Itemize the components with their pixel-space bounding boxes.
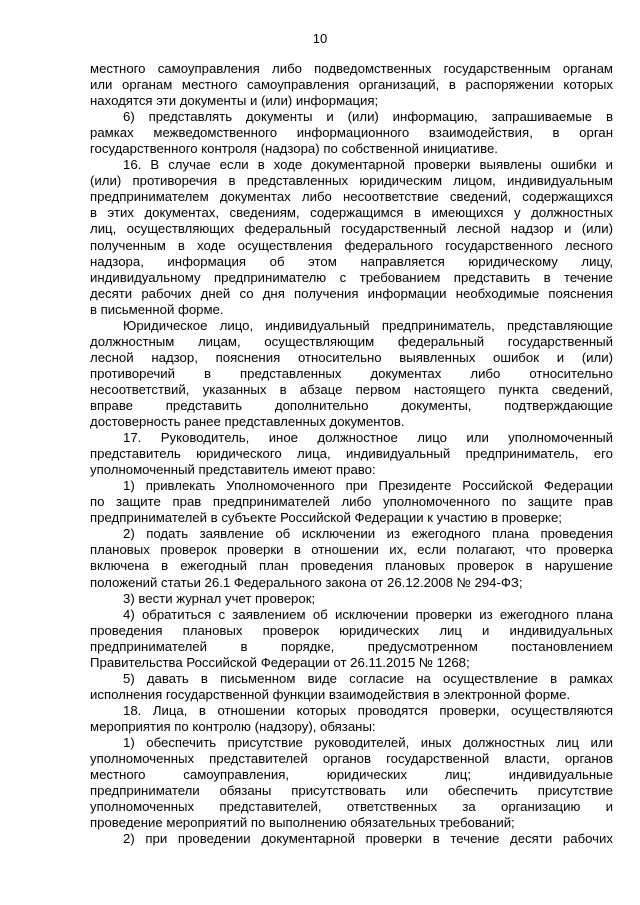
- text-line: рамках межведомственного информационного взаимодействия, в орган: [90, 125, 613, 141]
- text-line: по защите прав предпринимателей либо уполномоченного по защите прав: [90, 494, 613, 510]
- text-line: предпринимателей в субъекте Российской Федерации к участию в проверке;: [90, 510, 562, 526]
- text-line: лесной надзор, пояснения относительно выявленных ошибок и (или): [90, 349, 613, 365]
- text-line: лиц, осуществляющих федеральный государственный лесной надзор и (или): [90, 221, 613, 237]
- text-line: исполнения государственной функции взаимодействия в электронной форме.: [90, 686, 571, 702]
- text-line: предпринимателем документах либо несоответствие сведений, содержащихся: [90, 189, 613, 205]
- text-line: проведения плановых проверок юридических лиц и индивидуальных: [90, 622, 613, 638]
- text-line: уполномоченных представителей, ответственных за организацию и: [90, 799, 613, 815]
- text-line: плановых проверок проверки в отношении их, если полагают, что проверка: [90, 542, 613, 558]
- text-line: государственного контроля (надзора) по собственной инициативе.: [90, 141, 498, 157]
- text-line: 17. Руководитель, иное должностное лицо или уполномоченный: [123, 430, 613, 446]
- text-line: местного самоуправления, юридических лиц; индивидуальные: [90, 767, 613, 783]
- text-line: надзора, информация об этом направляется юридическому лицу,: [90, 253, 613, 269]
- text-line: уполномоченных представителей органов государственной власти, органов: [90, 751, 613, 767]
- text-line: 2) подать заявление об исключении из ежегодного плана проведения: [123, 526, 613, 542]
- document-body: [90, 61, 613, 847]
- text-line: 16. В случае если в ходе документарной проверки выявлены ошибки и: [123, 157, 613, 173]
- text-line: включена в ежегодный план проведения плановых проверок в нарушение: [90, 558, 613, 574]
- text-line: местного самоуправления либо подведомственных государственным органам: [90, 61, 613, 76]
- text-line: 6) представлять документы и (или) информацию, запрашиваемые в: [123, 109, 613, 125]
- text-line: положений статьи 26.1 Федерального закона от 26.12.2008 № 294-ФЗ;: [90, 574, 523, 590]
- text-line: представитель юридического лица, индивидуальный предприниматель, его: [90, 446, 613, 462]
- text-line: противоречий в представленных документах либо относительно: [90, 365, 613, 381]
- page-number: 10: [312, 31, 328, 46]
- text-line: несоответствий, указанных в абзаце первом настоящего пункта сведений,: [90, 381, 613, 397]
- text-line: уполномоченный представитель имеют право:: [90, 462, 376, 478]
- text-line: десяти рабочих дней со дня получения информации необходимые пояснения: [90, 285, 613, 301]
- text-line: 1) обеспечить присутствие руководителей, иных должностных лиц или: [123, 734, 613, 750]
- text-line: Юридическое лицо, индивидуальный предприниматель, представляющие: [123, 317, 613, 333]
- text-line: находятся эти документы и (или) информация;: [90, 93, 379, 109]
- text-line: 2) при проведении документарной проверки в течение десяти рабочих: [123, 831, 613, 847]
- text-line: достоверность ранее представленных документов.: [90, 414, 405, 430]
- text-line: 4) обратиться с заявлением об исключении проверки из ежегодного плана: [123, 606, 613, 622]
- text-line: 1) привлекать Уполномоченного при Президенте Российской Федерации: [123, 478, 613, 494]
- text-line: 3) вести журнал учет проверок;: [123, 590, 316, 606]
- text-line: вправе представить дополнительно документы, подтверждающие: [90, 397, 613, 413]
- text-line: в письменной форме.: [90, 301, 224, 317]
- text-line: индивидуальному предпринимателю с требованием представить в течение: [90, 269, 613, 285]
- text-line: 5) давать в письменном виде согласие на осуществление в рамках: [123, 670, 613, 686]
- text-line: предприниматели обязаны присутствовать или обеспечить присутствие: [90, 783, 613, 799]
- text-line: мероприятия по контролю (надзору), обязаны:: [90, 718, 376, 734]
- text-line: проведение мероприятий по выполнению обязательных требований;: [90, 815, 515, 831]
- text-line: должностным лицам, осуществляющим федеральный государственный: [90, 333, 613, 349]
- text-line: предпринимателей в порядке, предусмотренном постановлением: [90, 638, 613, 654]
- text-line: 18. Лица, в отношении которых проводятся проверки, осуществляются: [123, 702, 613, 718]
- text-line: в этих документах, сведениям, содержащимся в имеющихся у должностных: [90, 205, 613, 221]
- text-line: полученным в ходе осуществления федерального государственного лесного: [90, 237, 613, 253]
- text-line: Правительства Российской Федерации от 26.11.2015 № 1268;: [90, 654, 470, 670]
- text-line: (или) противоречия в представленных юридическим лицом, индивидуальным: [90, 173, 613, 189]
- text-line: или органам местного самоуправления организаций, в распоряжении которых: [90, 77, 613, 93]
